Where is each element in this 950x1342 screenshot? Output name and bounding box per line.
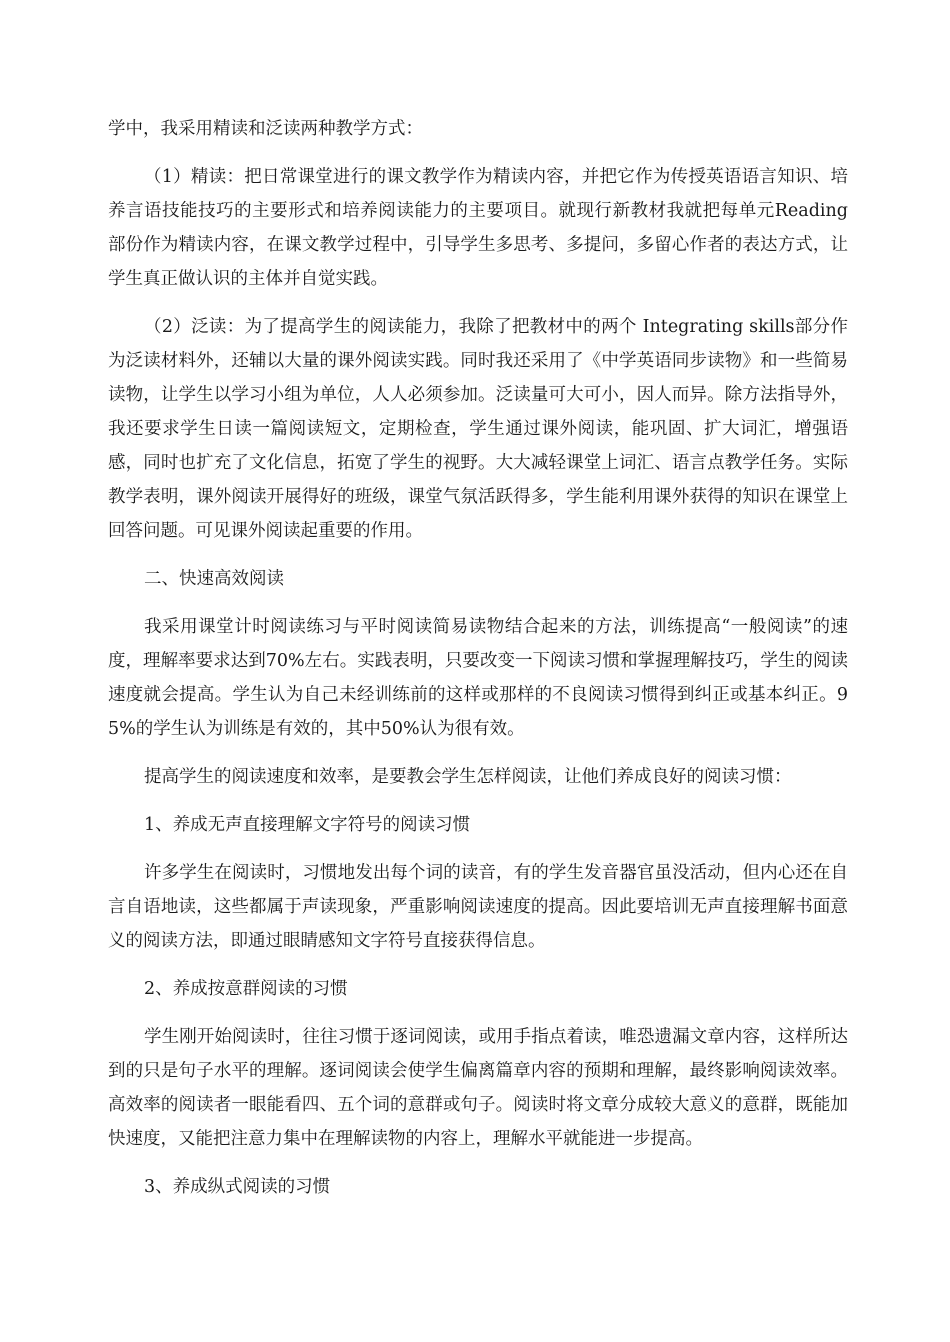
subheading-silent-reading: 1、养成无声直接理解文字符号的阅读习惯 <box>144 815 471 835</box>
paragraph-extensive-reading: （2）泛读：为了提高学生的阅读能力，我除了把教材中的两个 Integrating skills部分作为泛读材料外，还辅以大量的课外阅读实践。同时我还采用了《中学英语同步读物》和一些简易读物，让学生以学习小组为单位，人人必须参加。泛读量可大可小，因人而异。除方法指导外，我还要求学生日读一篇阅读短文，定期检查，学生通过课外阅读，能巩固、扩大词汇，增强语感，同时也扩充了文化信息，拓宽了学生的视野。大大减轻课堂上词汇、语言点教学任务。实际教学表明，课外阅读开展得好的班级，课堂气氛活跃得多，学生能利用课外获得的知识在课堂上回答问题。可见课外阅读起重要的作用。 <box>108 317 848 541</box>
document-body <box>108 112 848 1218</box>
section-heading-fast-reading: 二、快速高效阅读 <box>144 569 284 589</box>
subheading-sense-group-reading: 2、养成按意群阅读的习惯 <box>144 979 348 999</box>
paragraph-continuation: 学中，我采用精读和泛读两种教学方式： <box>108 119 423 139</box>
paragraph-intensive-reading: （1）精读：把日常课堂进行的课文教学作为精读内容，并把它作为传授英语语言知识、培养言语技能技巧的主要形式和培养阅读能力的主要项目。就现行新教材我就把每单元Reading 部份作为精读内容，在课文教学过程中，引导学生多思考、多提问，多留心作者的表达方式，让学生真正做认识的主体并自觉实践。 <box>108 167 848 289</box>
paragraph-sense-group-reading: 学生刚开始阅读时，往往习惯于逐词阅读，或用手指点着读，唯恐遗漏文章内容，这样所达到的只是句子水平的理解。逐词阅读会使学生偏离篇章内容的预期和理解，最终影响阅读效率。高效率的阅读者一眼能看四、五个词的意群或句子。阅读时将文章分成较大意义的意群，既能加快速度，又能把注意力集中在理解读物的内容上，理解水平就能进一步提高。 <box>108 1027 848 1149</box>
paragraph-timed-reading: 我采用课堂计时阅读练习与平时阅读简易读物结合起来的方法，训练提高“一般阅读”的速度，理解率要求达到70%左右。实践表明，只要改变一下阅读习惯和掌握理解技巧，学生的阅读速度就会提高。学生认为自己未经训练前的这样或那样的不良阅读习惯得到纠正或基本纠正。95%的学生认为训练是有效的，其中50%认为很有效。 <box>108 617 848 739</box>
paragraph-silent-reading: 许多学生在阅读时，习惯地发出每个词的读音，有的学生发音器官虽没活动，但内心还在自言自语地读，这些都属于声读现象，严重影响阅读速度的提高。因此要培训无声直接理解书面意义的阅读方法，即通过眼睛感知文字符号直接获得信息。 <box>108 863 848 951</box>
paragraph-reading-habits-intro: 提高学生的阅读速度和效率，是要教会学生怎样阅读，让他们养成良好的阅读习惯： <box>144 767 792 787</box>
subheading-vertical-reading: 3、养成纵式阅读的习惯 <box>144 1177 331 1197</box>
